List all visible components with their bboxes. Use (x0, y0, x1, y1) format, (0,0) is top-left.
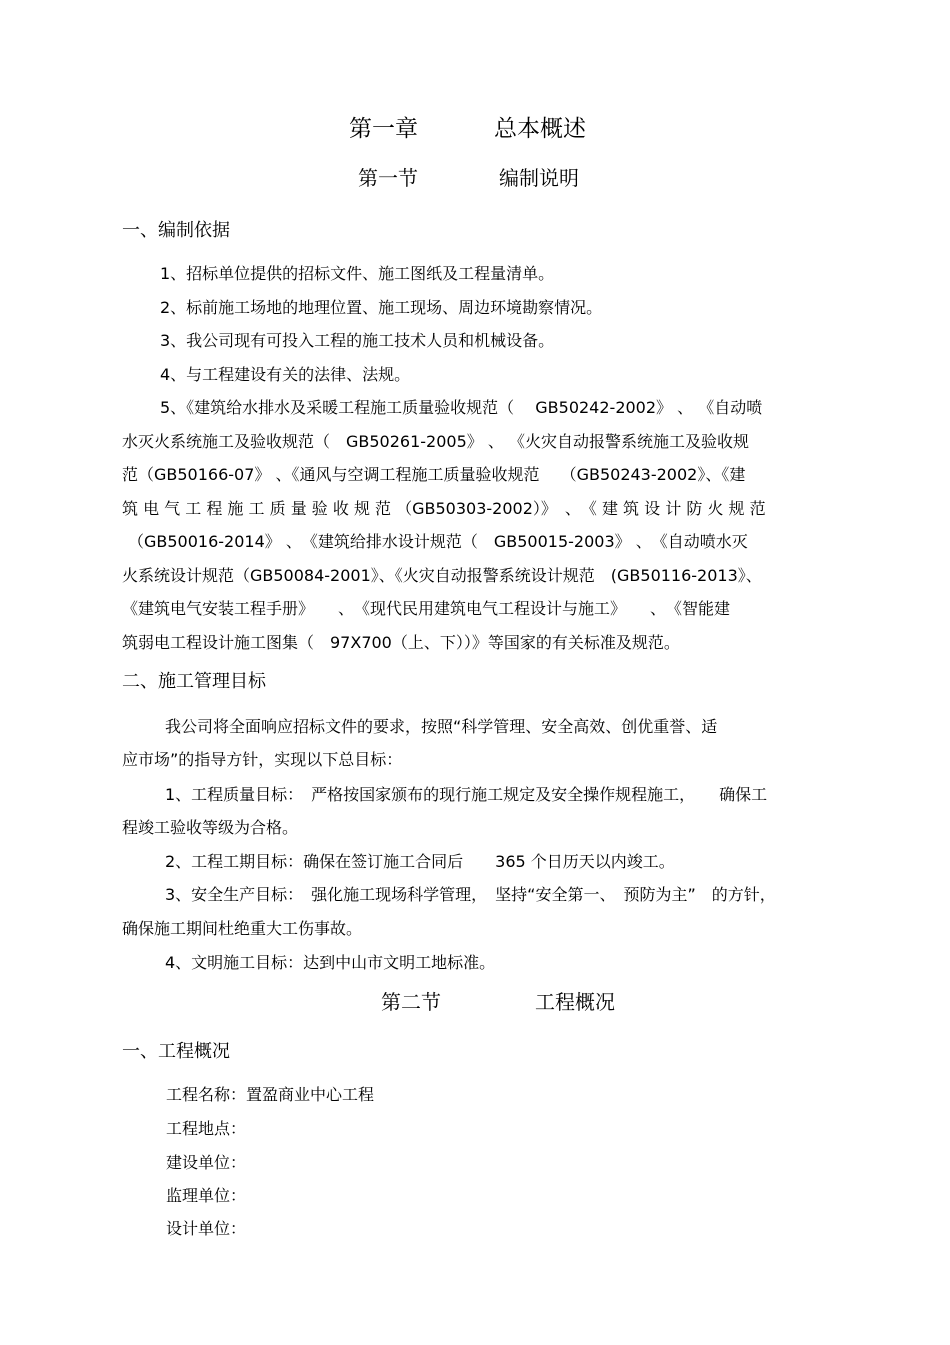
section2-label: 第二节 (381, 990, 441, 1014)
basis-item5-line: 范（GB50166-07》 、《通风与空调工程施工质量验收规范 （GB50243-2002》、《建 (122, 465, 746, 484)
basis-item5-line: 火系统设计规范（GB50084-2001》、《火灾自动报警系统设计规范 (GB50116-2013》、 (122, 566, 762, 585)
project-name-row (166, 1082, 374, 1105)
project-name-label: 工程名称： (166, 1085, 247, 1104)
basis-item5-line: （GB50016-2014》 、 《建筑给排水设计规范（ GB50015-2003》 、 《自动喷水灭 (128, 532, 748, 551)
heading-overview: 一、工程概况 (122, 1041, 230, 1062)
heading-basis: 一、编制依据 (122, 220, 230, 241)
goal-schedule: 2、工程工期目标：确保在签订施工合同后 365 个日历天以内竣工。 (165, 852, 675, 871)
goal-safety-line: 确保施工期间杜绝重大工伤事故。 (122, 919, 363, 938)
basis-item5-line: 筑弱电工程设计施工图集（ 97X700（上、下））》等国家的有关标准及规范。 (122, 633, 680, 652)
project-designer-label: 设计单位： (166, 1219, 247, 1238)
section1-title: 编制说明 (499, 166, 579, 190)
goals-intro-line: 我公司将全面响应招标文件的要求，按照“科学管理、安全高效、创优重誉、适 (165, 717, 718, 736)
project-designer-row (166, 1216, 246, 1239)
project-owner-label: 建设单位： (166, 1153, 247, 1172)
basis-item: 1、招标单位提供的招标文件、施工图纸及工程量清单。 (160, 264, 555, 283)
goals-intro-line: 应市场”的指导方针，实现以下总目标： (122, 750, 403, 769)
basis-item5-line: 5、《建筑给水排水及采暖工程施工质量验收规范（ GB50242-2002》 、 《自动喷 (160, 398, 763, 417)
project-location-label: 工程地点： (166, 1119, 247, 1138)
basis-item5-line: 筑 电 气 工 程 施 工 质 量 验 收 规 范 （GB50303-2002）》 、 《 建 筑 设 计 防 火 规 范 (122, 499, 766, 518)
goal-quality-line: 程竣工验收等级为合格。 (122, 818, 299, 837)
basis-item5-line: 《建筑电气安装工程手册》 、 《现代民用建筑电气工程设计与施工》 、 《智能建 (122, 599, 731, 618)
heading-goals: 二、施工管理目标 (122, 671, 266, 692)
section2-title: 工程概况 (535, 990, 615, 1014)
basis-item5-line: 水灭火系统施工及验收规范（ GB50261-2005》 、 《火灾自动报警系统施工及验收规 (122, 432, 749, 451)
goal-quality-line: 1、工程质量目标： 严格按国家颁布的现行施工规定及安全操作规程施工， 确保工 (165, 785, 768, 804)
chapter-label: 第一章 (349, 116, 418, 142)
goal-safety-line: 3、安全生产目标： 强化施工现场科学管理， 坚持“安全第一、 预防为主” 的方针， (165, 885, 776, 904)
project-supervisor-label: 监理单位： (166, 1186, 247, 1205)
chapter-title: 总本概述 (494, 116, 586, 142)
basis-item: 3、我公司现有可投入工程的施工技术人员和机械设备。 (160, 331, 555, 350)
basis-item: 4、与工程建设有关的法律、法规。 (160, 365, 411, 384)
basis-item: 2、标前施工场地的地理位置、施工现场、周边环境勘察情况。 (160, 298, 603, 317)
project-name-value: 置盈商业中心工程 (246, 1085, 375, 1104)
project-supervisor-row (166, 1183, 246, 1206)
section1-label: 第一节 (358, 166, 418, 190)
project-location-row (166, 1116, 246, 1139)
project-owner-row (166, 1150, 246, 1173)
goal-civilized: 4、文明施工目标：达到中山市文明工地标准。 (165, 953, 496, 972)
